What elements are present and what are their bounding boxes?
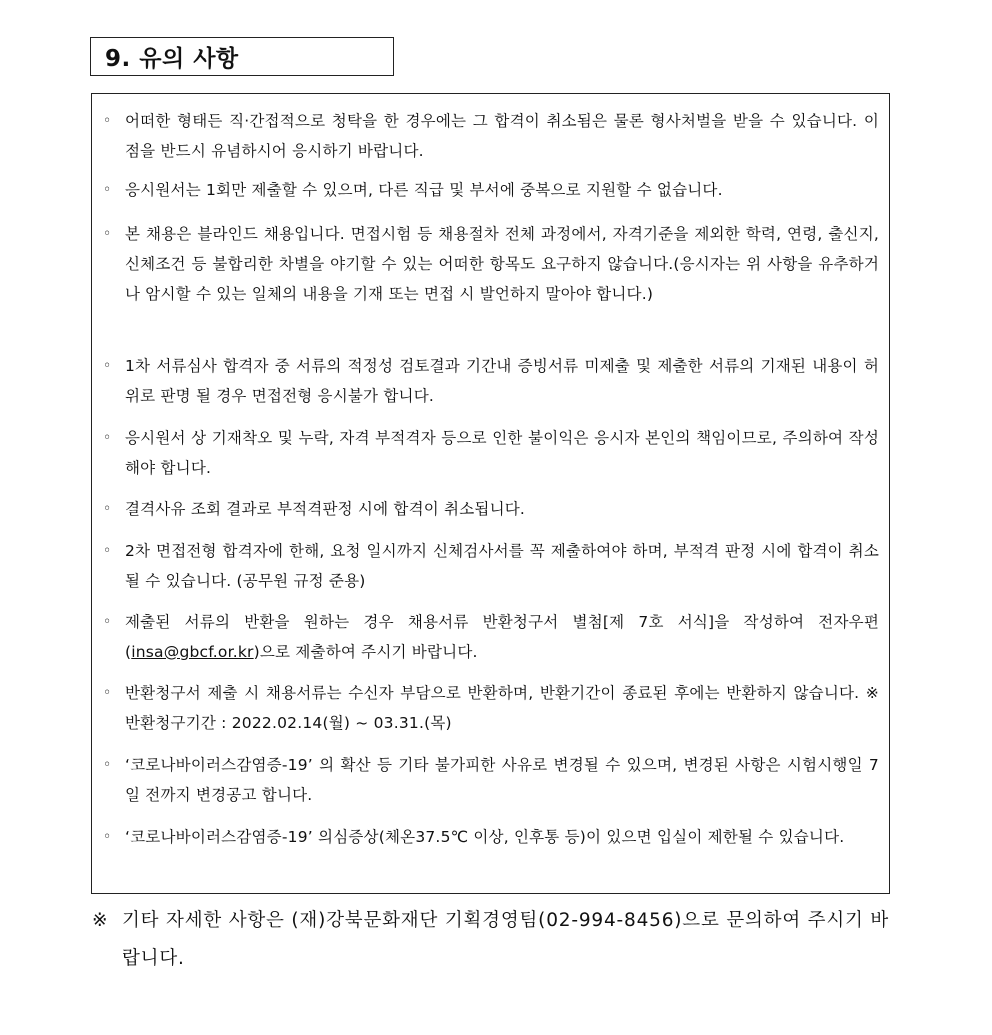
bullet: ◦ — [103, 501, 112, 517]
return-text-after: )으로 제출하여 주시기 바랍니다. — [253, 643, 478, 661]
notice-item-medical-check — [103, 536, 879, 596]
bullet: ◦ — [103, 829, 112, 845]
bullet: ◦ — [103, 543, 112, 559]
notice-text: 1차 서류심사 합격자 중 서류의 적정성 검토결과 기간내 증빙서류 미제출 및 제출한 서류의 기재된 내용이 허위로 판명 될 경우 면접전형 응시불가 합니다. — [125, 357, 879, 405]
notice-text: 반환청구서 제출 시 채용서류는 수신자 부담으로 반환하며, 반환기간이 종료된 후에는 반환하지 않습니다. ※ 반환청구기간 : 2022.02.14(월) ~ 03.31.(목) — [125, 684, 879, 732]
notice-text: 어떠한 형태든 직·간접적으로 청탁을 한 경우에는 그 합격이 취소됨은 물론 형사처벌을 받을 수 있습니다. 이 점을 반드시 유념하시어 응시하기 바랍니다. — [125, 112, 879, 160]
notice-text: 2차 면접전형 합격자에 한해, 요청 일시까지 신체검사서를 꼭 제출하여야 하며, 부적격 판정 시에 합격이 취소될 수 있습니다. (공무원 규정 준용) — [125, 542, 879, 590]
contact-text: 기타 자세한 사항은 (재)강북문화재단 기획경영팀(02-994-8456)으로 문의하여 주시기 바랍니다. — [122, 910, 890, 969]
reference-mark: ※ — [92, 910, 109, 931]
notice-item-entry-errors — [103, 423, 879, 483]
bullet: ◦ — [103, 226, 112, 242]
notice-text: 본 채용은 블라인드 채용입니다. 면접시험 등 채용절차 전체 과정에서, 자격기준을 제외한 학력, 연령, 출신지, 신체조건 등 불합리한 차별을 야기할 수 있는 어떠한 항목도 요구하지 않습니다.(응시자는 위 사항을 유추하거나 암시할 수 있는 일체의 내용을 기재 또는 면접 시 발언하지 말아야 합니다.) — [125, 225, 879, 303]
notice-text: 응시원서 상 기재착오 및 누락, 자격 부적격자 등으로 인한 불이익은 응시자 본인의 책임이므로, 주의하여 작성해야 합니다. — [125, 429, 879, 477]
notice-item-single-application — [103, 175, 879, 205]
notice-item-solicitation — [103, 106, 879, 166]
bullet: ◦ — [103, 614, 112, 630]
section-title: 9. 유의 사항 — [90, 37, 394, 76]
return-text-before: 제출된 서류의 반환을 원하는 경우 채용서류 반환청구서 별첨[제 7호 서식]을 작성하여 전자우편( — [125, 613, 879, 661]
email-link[interactable]: insa@gbcf.or.kr — [131, 643, 254, 661]
notice-text: 응시원서는 1회만 제출할 수 있으며, 다른 직급 및 부서에 중복으로 지원할 수 없습니다. — [125, 181, 723, 199]
notice-item-blind-hiring — [103, 219, 879, 309]
notice-box — [91, 93, 890, 894]
notice-text: ‘코로나바이러스감염증-19’ 의심증상(체온37.5℃ 이상, 인후통 등)이 있으면 입실이 제한될 수 있습니다. — [125, 828, 845, 846]
notice-text: 결격사유 조회 결과로 부적격판정 시에 합격이 취소됩니다. — [125, 500, 526, 518]
bullet: ◦ — [103, 358, 112, 374]
notice-item-covid-changes — [103, 750, 879, 810]
notice-item-return-period — [103, 678, 879, 738]
notice-text — [125, 607, 879, 667]
bullet: ◦ — [103, 430, 112, 446]
notice-item-disqualification — [103, 494, 879, 524]
notice-item-document-return — [103, 607, 879, 667]
notice-item-document-review — [103, 351, 879, 411]
contact-note — [92, 902, 892, 978]
bullet: ◦ — [103, 757, 112, 773]
notice-text: ‘코로나바이러스감염증-19’ 의 확산 등 기타 불가피한 사유로 변경될 수 있으며, 변경된 사항은 시험시행일 7일 전까지 변경공고 합니다. — [125, 756, 879, 804]
notice-item-covid-symptoms — [103, 822, 879, 852]
bullet: ◦ — [103, 113, 112, 129]
bullet: ◦ — [103, 182, 112, 198]
bullet: ◦ — [103, 685, 112, 701]
